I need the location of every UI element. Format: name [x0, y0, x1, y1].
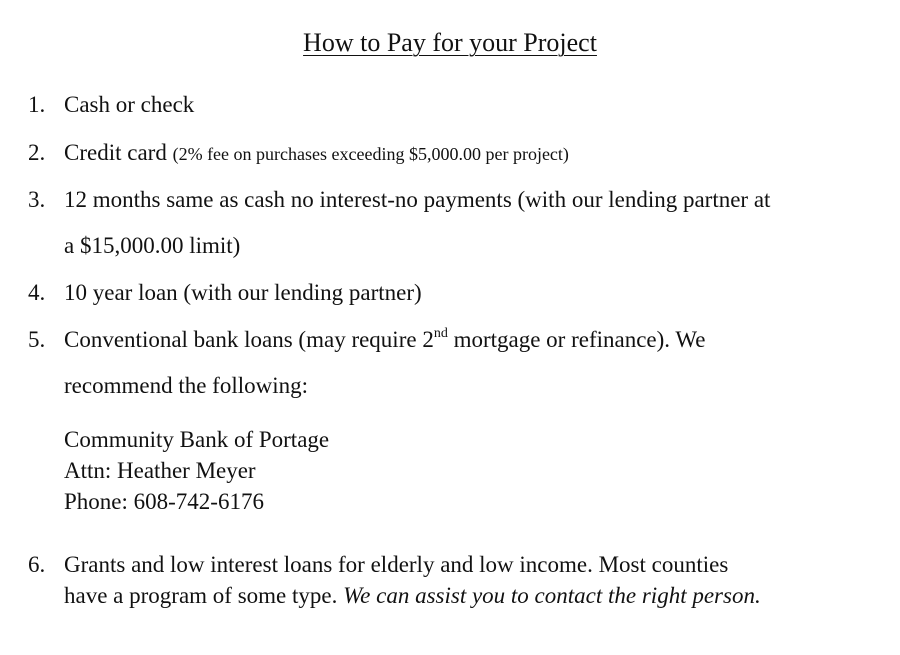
list-number: 3. — [28, 187, 46, 212]
list-item-1 — [28, 82, 194, 128]
list-text: 12 months same as cash no interest-no payments (with our lending partner at — [64, 187, 771, 212]
list-text: Cash or check — [64, 92, 195, 117]
list-number: 4. — [28, 280, 46, 305]
list-number: 6. — [28, 552, 46, 577]
bank-phone: Phone: 608-742-6176 — [64, 489, 264, 514]
list-item-3 — [28, 177, 770, 223]
list-text: Conventional bank loans (may require 2 — [64, 327, 434, 352]
list-number: 1. — [28, 92, 46, 117]
superscript-nd: nd — [433, 326, 448, 341]
list-text: have a program of some type. — [64, 583, 338, 608]
list-number: 2. — [28, 140, 46, 165]
bank-attn: Attn: Heather Meyer — [64, 458, 256, 483]
list-item-4 — [28, 270, 422, 316]
credit-card-fee-note: (2% fee on purchases exceeding $5,000.00 per project) — [172, 144, 569, 164]
list-text: Grants and low interest loans for elderly and low income. Most counties — [64, 552, 729, 577]
bank-contact-block — [64, 424, 329, 517]
list-item-6-continuation — [64, 580, 761, 611]
list-text: 10 year loan (with our lending partner) — [64, 280, 422, 305]
bank-name: Community Bank of Portage — [64, 427, 330, 452]
list-text: Credit card — [64, 140, 167, 165]
list-item-5 — [28, 317, 705, 363]
list-text-after: mortgage or refinance). We — [447, 327, 706, 352]
assist-note: We can assist you to contact the right person. — [343, 583, 761, 608]
list-item-2 — [28, 130, 569, 177]
page-title: How to Pay for your Project — [303, 28, 597, 57]
list-item-3-continuation: a $15,000.00 limit) — [64, 233, 241, 258]
list-item-6 — [28, 549, 728, 580]
list-item-5-continuation: recommend the following: — [64, 373, 308, 398]
list-number: 5. — [28, 327, 46, 352]
